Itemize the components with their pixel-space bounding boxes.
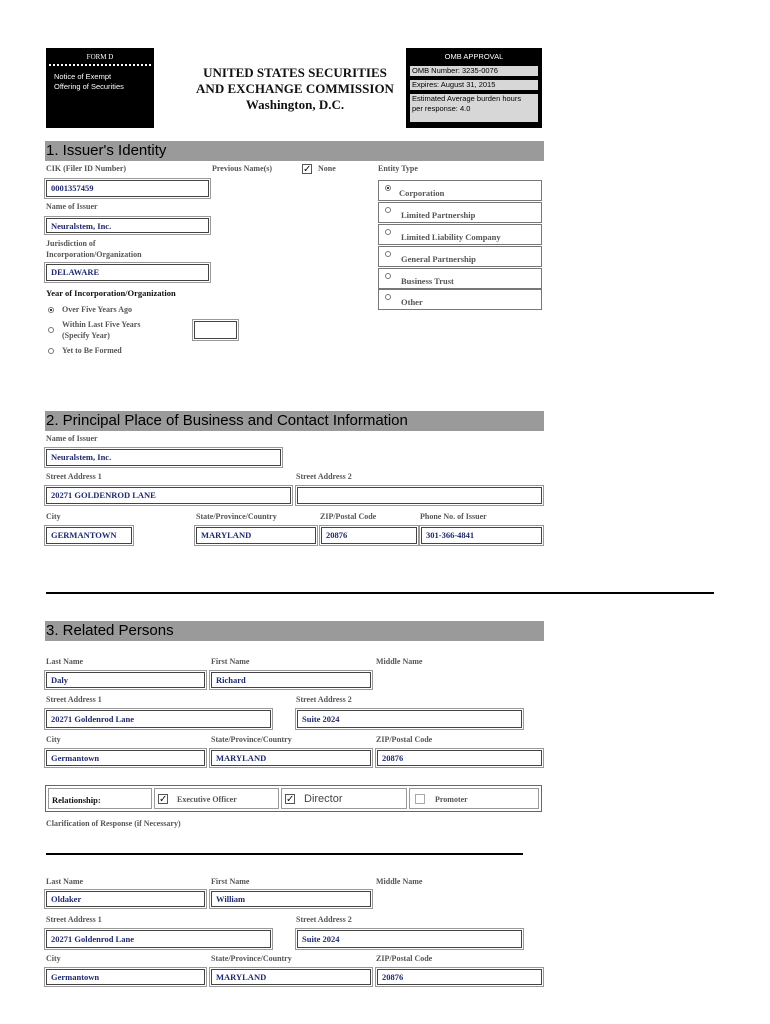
llc-radio[interactable] <box>385 229 391 235</box>
cik-input[interactable]: 0001357459 <box>46 180 209 197</box>
issuer-name-label: Name of Issuer <box>46 202 98 211</box>
business-trust-label: Business Trust <box>401 276 454 286</box>
director-label: Director <box>304 793 343 805</box>
s2-street1-input[interactable]: 20271 GOLDENROD LANE <box>46 487 291 504</box>
p2-last-label: Last Name <box>46 877 84 886</box>
p2-city-input[interactable]: Germantown <box>46 969 205 985</box>
yet-to-be-formed-label: Yet to Be Formed <box>62 346 122 355</box>
other-radio[interactable] <box>385 294 391 300</box>
p1-street2-label: Street Address 2 <box>296 695 352 704</box>
omb-approval-box <box>406 48 542 128</box>
general-partnership-radio[interactable] <box>385 251 391 257</box>
over-five-years-radio[interactable] <box>48 307 54 313</box>
relationship-label: Relationship: <box>52 795 101 805</box>
form-d-description: Notice of Exempt Offering of Securities <box>54 72 124 91</box>
s2-phone-input[interactable]: 301-366-4841 <box>421 527 542 544</box>
business-trust-radio[interactable] <box>385 273 391 279</box>
entity-type-other[interactable] <box>378 289 542 310</box>
jurisdiction-input[interactable]: DELAWARE <box>46 264 209 281</box>
previous-names-label: Previous Name(s) <box>212 164 273 173</box>
s2-city-input[interactable]: GERMANTOWN <box>46 527 132 544</box>
exec-officer-cell <box>154 788 279 809</box>
jurisdiction-label-1: Jurisdiction of <box>46 239 96 248</box>
corporation-radio[interactable] <box>385 185 391 191</box>
entity-type-general-partnership[interactable] <box>378 246 542 267</box>
p1-city-input[interactable]: Germantown <box>46 750 205 766</box>
section-1-header: 1. Issuer's Identity <box>45 141 544 161</box>
p2-street1-label: Street Address 1 <box>46 915 102 924</box>
p1-first-input[interactable]: Richard <box>211 672 371 688</box>
agency-line-2: AND EXCHANGE COMMISSION <box>196 81 394 96</box>
section-divider <box>46 592 714 594</box>
director-checkbox[interactable]: ✓ <box>286 794 295 805</box>
relationship-box <box>45 785 542 812</box>
p2-middle-label: Middle Name <box>376 877 423 886</box>
entity-type-limited-partnership[interactable] <box>378 202 542 223</box>
promoter-cell <box>409 788 539 809</box>
s2-phone-label: Phone No. of Issuer <box>420 512 487 521</box>
s2-street2-label: Street Address 2 <box>296 472 352 481</box>
director-cell <box>281 788 407 809</box>
p1-city-label: City <box>46 735 61 744</box>
p1-middle-label: Middle Name <box>376 657 423 666</box>
exec-officer-label: Executive Officer <box>177 795 237 804</box>
llc-label: Limited Liability Company <box>401 232 501 242</box>
p2-first-input[interactable]: William <box>211 891 371 907</box>
p2-first-label: First Name <box>211 877 250 886</box>
none-label: None <box>318 164 336 173</box>
within-five-years-radio[interactable] <box>48 327 54 333</box>
yet-to-be-formed-radio[interactable] <box>48 348 54 354</box>
p2-street2-input[interactable]: Suite 2024 <box>297 930 522 948</box>
cik-label: CIK (Filer ID Number) <box>46 164 127 173</box>
none-checkbox[interactable]: ✓ <box>303 164 312 175</box>
promoter-checkbox[interactable] <box>415 794 425 804</box>
s2-city-label: City <box>46 512 61 521</box>
omb-burden: Estimated Average burden hours per response: 4.0 <box>410 94 538 122</box>
s2-zip-input[interactable]: 20876 <box>321 527 417 544</box>
p1-zip-label: ZIP/Postal Code <box>376 735 433 744</box>
relationship-label-cell <box>48 788 152 809</box>
other-label: Other <box>401 297 423 307</box>
p2-street2-label: Street Address 2 <box>296 915 352 924</box>
promoter-label: Promoter <box>435 795 468 804</box>
s2-name-label: Name of Issuer <box>46 434 98 443</box>
limited-partnership-radio[interactable] <box>385 207 391 213</box>
p1-street1-label: Street Address 1 <box>46 695 102 704</box>
issuer-name-input[interactable]: Neuralstem, Inc. <box>46 218 209 233</box>
person-divider <box>46 853 523 855</box>
s2-state-label: State/Province/Country <box>196 512 277 521</box>
agency-location: Washington, D.C. <box>245 97 345 112</box>
p2-last-input[interactable]: Oldaker <box>46 891 205 907</box>
s2-zip-label: ZIP/Postal Code <box>320 512 377 521</box>
omb-number: OMB Number: 3235-0076 <box>410 66 538 76</box>
omb-header: OMB APPROVAL <box>444 52 504 61</box>
specify-year-input[interactable] <box>194 321 237 339</box>
p2-state-input[interactable]: MARYLAND <box>211 969 371 985</box>
year-label: Year of Incorporation/Organization <box>46 288 176 298</box>
form-d-title: FORM D <box>86 53 114 61</box>
entity-type-label: Entity Type <box>378 164 418 173</box>
exec-officer-checkbox[interactable]: ✓ <box>159 794 168 805</box>
specify-year-label: (Specify Year) <box>62 331 110 340</box>
s2-street1-label: Street Address 1 <box>46 472 102 481</box>
within-five-years-label: Within Last Five Years <box>62 320 141 329</box>
p1-first-label: First Name <box>211 657 250 666</box>
s2-name-input[interactable]: Neuralstem, Inc. <box>46 449 281 466</box>
p1-last-label: Last Name <box>46 657 84 666</box>
p1-state-input[interactable]: MARYLAND <box>211 750 371 766</box>
p1-street2-input[interactable]: Suite 2024 <box>297 710 522 728</box>
p1-last-input[interactable]: Daly <box>46 672 205 688</box>
section-3-header: 3. Related Persons <box>45 621 544 641</box>
p2-city-label: City <box>46 954 61 963</box>
p1-state-label: State/Province/Country <box>211 735 292 744</box>
section-2-header: 2. Principal Place of Business and Contact Information <box>45 411 544 431</box>
entity-type-corporation[interactable] <box>378 180 542 201</box>
p1-zip-input[interactable]: 20876 <box>377 750 542 766</box>
p2-zip-input[interactable]: 20876 <box>377 969 542 985</box>
clarification-label: Clarification of Response (if Necessary) <box>46 819 181 828</box>
p2-state-label: State/Province/Country <box>211 954 292 963</box>
limited-partnership-label: Limited Partnership <box>401 210 476 220</box>
entity-type-business-trust[interactable] <box>378 268 542 289</box>
over-five-years-label: Over Five Years Ago <box>62 305 132 314</box>
entity-type-llc[interactable] <box>378 224 542 245</box>
omb-expires: Expires: August 31, 2015 <box>410 80 538 90</box>
jurisdiction-label-2: Incorporation/Organization <box>46 250 142 259</box>
s2-state-input[interactable]: MARYLAND <box>196 527 316 544</box>
p1-street1-input[interactable]: 20271 Goldenrod Lane <box>46 710 271 728</box>
p2-street1-input[interactable]: 20271 Goldenrod Lane <box>46 930 271 948</box>
general-partnership-label: General Partnership <box>401 254 476 264</box>
s2-street2-input[interactable] <box>297 487 542 504</box>
p2-zip-label: ZIP/Postal Code <box>376 954 433 963</box>
corporation-label: Corporation <box>399 188 445 198</box>
agency-line-1: UNITED STATES SECURITIES <box>203 65 387 80</box>
